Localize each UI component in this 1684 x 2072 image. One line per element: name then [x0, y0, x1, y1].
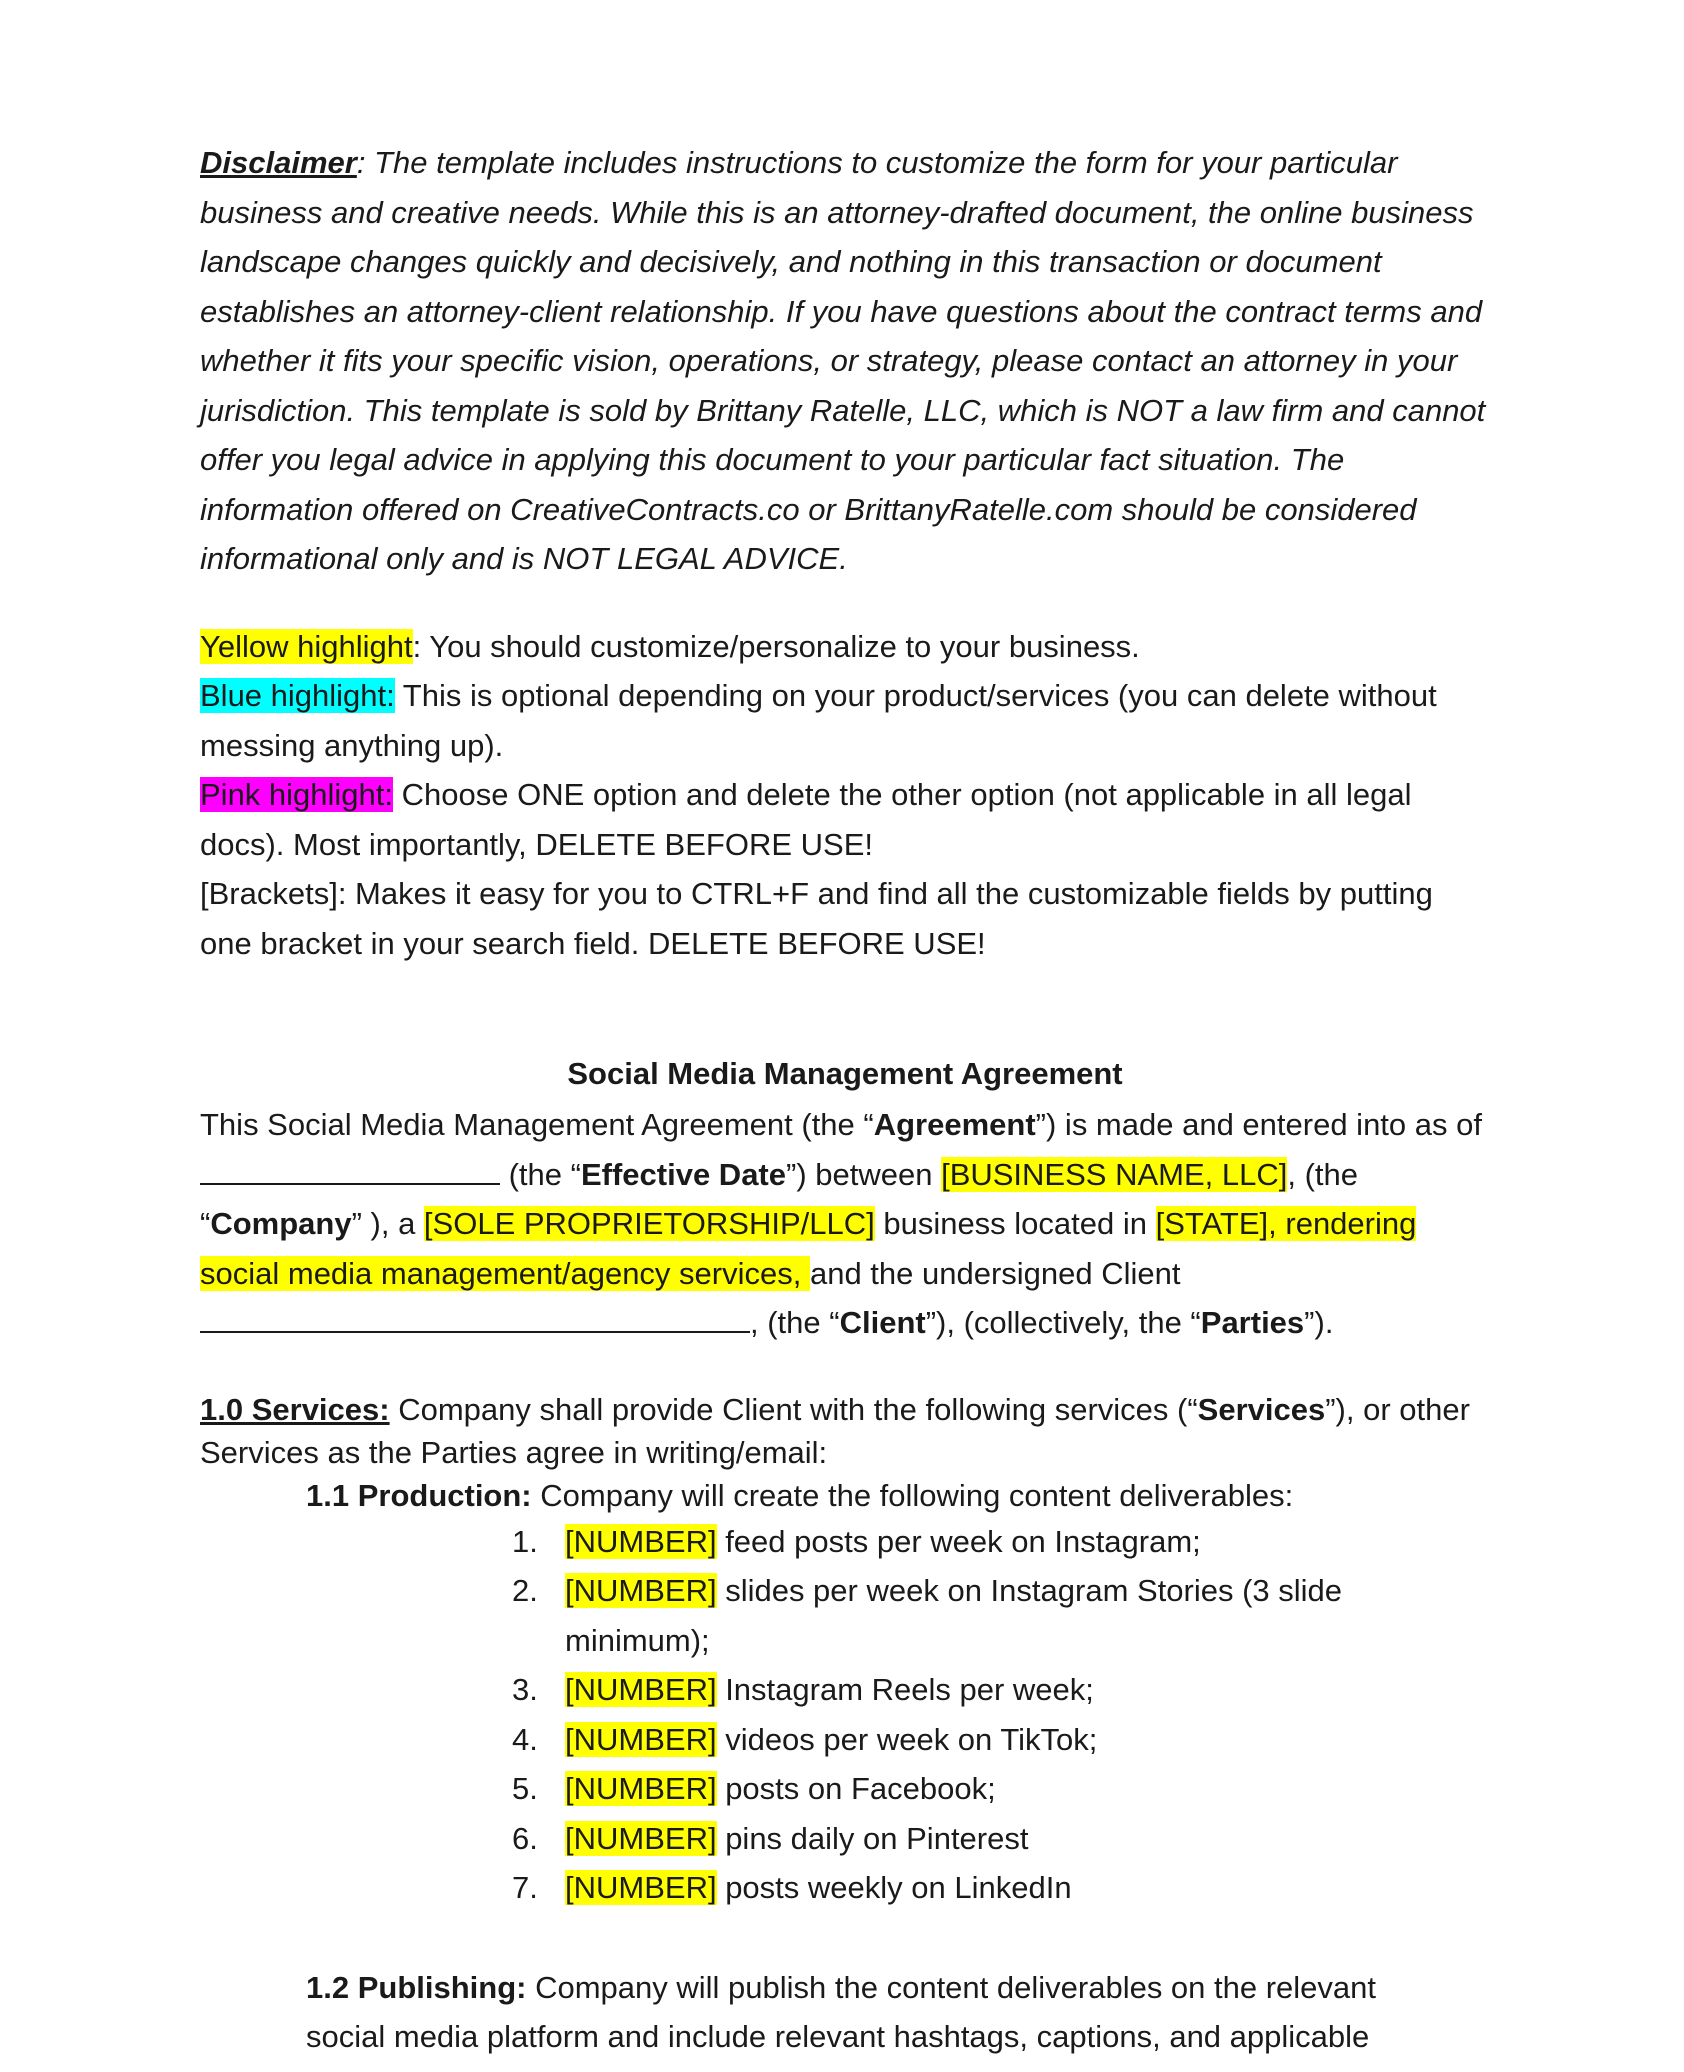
list-item: [512, 1665, 1412, 1715]
services-heading: 1.0 Services:: [200, 1391, 390, 1427]
list-number: 3.: [512, 1672, 538, 1707]
number-placeholder: [NUMBER]: [565, 1771, 717, 1806]
list-number: 6.: [512, 1820, 538, 1856]
disclaimer-text: : The template includes instructions to customize the form for your particular business and creative needs. While this is an attorney-drafted document, the online business landscape changes quickly and decisively, and nothing in this transaction or document establishes an attorney-client relationship. If you have questions about the contract terms and whether it fits your specific vision, operations, or strategy, please contact an attorney in your jurisdiction. This template is sold by Brittany Ratelle, LLC, which is NOT a law firm and cannot offer you legal advice in applying this document to your particular fact situation. The information offered on CreativeContracts.co or BrittanyRatelle.com should be considered informational only and is NOT LEGAL ADVICE.: [200, 145, 1486, 576]
deliverable-text: slides per week on Instagram Stories (3 slide minimum);: [565, 1573, 1343, 1658]
deliverable-text: posts on Facebook;: [716, 1771, 996, 1806]
list-number: 1.: [512, 1523, 538, 1559]
agreement-title: Social Media Management Agreement: [567, 1056, 1123, 1091]
pink-highlight-text: Choose ONE option and delete the other option (not applicable in all legal docs). Most importantly, DELETE BEFORE USE!: [200, 777, 1412, 862]
number-placeholder: [NUMBER]: [565, 1820, 717, 1856]
effective-date-blank: [200, 1155, 500, 1185]
intro-text: ”) is made and entered into as of: [1035, 1107, 1482, 1142]
list-item: [512, 1517, 1412, 1567]
list-item: [512, 1566, 1412, 1665]
production-heading: 1.1 Production:: [306, 1477, 532, 1513]
effective-date-term: Effective Date: [580, 1156, 786, 1192]
intro-text: , (the “: [200, 1156, 1359, 1241]
intro-text: (the “: [500, 1156, 581, 1192]
number-placeholder: [NUMBER]: [565, 1870, 717, 1905]
disclaimer-paragraph: [200, 138, 1490, 584]
legend-blue: [200, 671, 1490, 770]
list-number: 5.: [512, 1771, 538, 1806]
intro-text: This Social Media Management Agreement (the “: [200, 1107, 874, 1142]
number-placeholder: [NUMBER]: [565, 1672, 717, 1707]
client-name-blank: [200, 1303, 750, 1333]
publishing-text: Company will publish the content deliverables on the relevant social media platform and include relevant hashtags, captions, and applicable: [306, 1969, 1377, 2054]
yellow-highlight-label: Yellow highlight: [200, 628, 413, 664]
intro-text: ”), (collectively, the “: [925, 1305, 1201, 1340]
deliverable-text: videos per week on TikTok;: [716, 1721, 1098, 1757]
agreement-term: Agreement: [873, 1107, 1036, 1142]
parties-term: Parties: [1200, 1305, 1305, 1340]
services-paragraph: [200, 1388, 1490, 1474]
list-item: [512, 1863, 1412, 1913]
services-text: Company shall provide Client with the following services (“: [389, 1391, 1198, 1427]
number-placeholder: [NUMBER]: [565, 1573, 717, 1608]
legend-brackets: [Brackets]: Makes it easy for you to CTRL+F and find all the customizable fields by putting one bracket in your search field. DELETE BEFORE USE!: [200, 876, 1433, 961]
state-services-placeholder: [STATE], rendering social media management/agency services,: [200, 1206, 1417, 1291]
intro-text: ”) between: [786, 1156, 942, 1192]
production-paragraph: [306, 1474, 1490, 1517]
document-page: [200, 138, 1490, 2062]
intro-text: ” ), a: [351, 1206, 424, 1241]
list-item: [512, 1764, 1412, 1814]
deliverable-text: pins daily on Pinterest: [716, 1820, 1029, 1856]
business-name-placeholder: [BUSINESS NAME, LLC]: [941, 1156, 1288, 1192]
deliverable-text: posts weekly on LinkedIn: [716, 1870, 1072, 1905]
publishing-paragraph: [306, 1963, 1426, 2062]
intro-text: ”).: [1304, 1305, 1334, 1340]
legend-pink: [200, 770, 1490, 869]
list-number: 4.: [512, 1721, 538, 1757]
intro-text: , (the “: [750, 1305, 840, 1340]
services-term: Services: [1197, 1391, 1326, 1427]
client-term: Client: [839, 1305, 926, 1340]
blue-highlight-label: Blue highlight:: [200, 678, 395, 713]
services-text: ”), or other Services as the Parties agree in writing/email:: [200, 1391, 1470, 1470]
number-placeholder: [NUMBER]: [565, 1721, 717, 1757]
list-number: 2.: [512, 1573, 538, 1608]
deliverables-list: [512, 1517, 1412, 1913]
disclaimer-lead: Disclaimer: [200, 145, 357, 180]
production-text: Company will create the following content deliverables:: [531, 1477, 1294, 1513]
publishing-heading: 1.2 Publishing:: [306, 1969, 527, 2005]
deliverable-text: feed posts per week on Instagram;: [716, 1523, 1201, 1559]
intro-text: business located in: [874, 1206, 1156, 1241]
yellow-highlight-text: : You should customize/personalize to your business.: [412, 628, 1140, 664]
highlight-legend: [200, 622, 1490, 969]
number-placeholder: [NUMBER]: [565, 1523, 717, 1559]
legend-yellow: [200, 622, 1490, 672]
blue-highlight-text: This is optional depending on your product/services (you can delete without messing anything up).: [200, 678, 1437, 763]
company-term: Company: [210, 1206, 352, 1241]
intro-text: and the undersigned Client: [809, 1255, 1181, 1291]
deliverable-text: Instagram Reels per week;: [716, 1672, 1094, 1707]
list-number: 7.: [512, 1870, 538, 1905]
list-item: [512, 1715, 1412, 1765]
list-item: [512, 1814, 1412, 1864]
entity-type-placeholder: [SOLE PROPRIETORSHIP/LLC]: [423, 1206, 875, 1241]
agreement-intro: [200, 1100, 1490, 1348]
pink-highlight-label: Pink highlight:: [200, 777, 394, 812]
